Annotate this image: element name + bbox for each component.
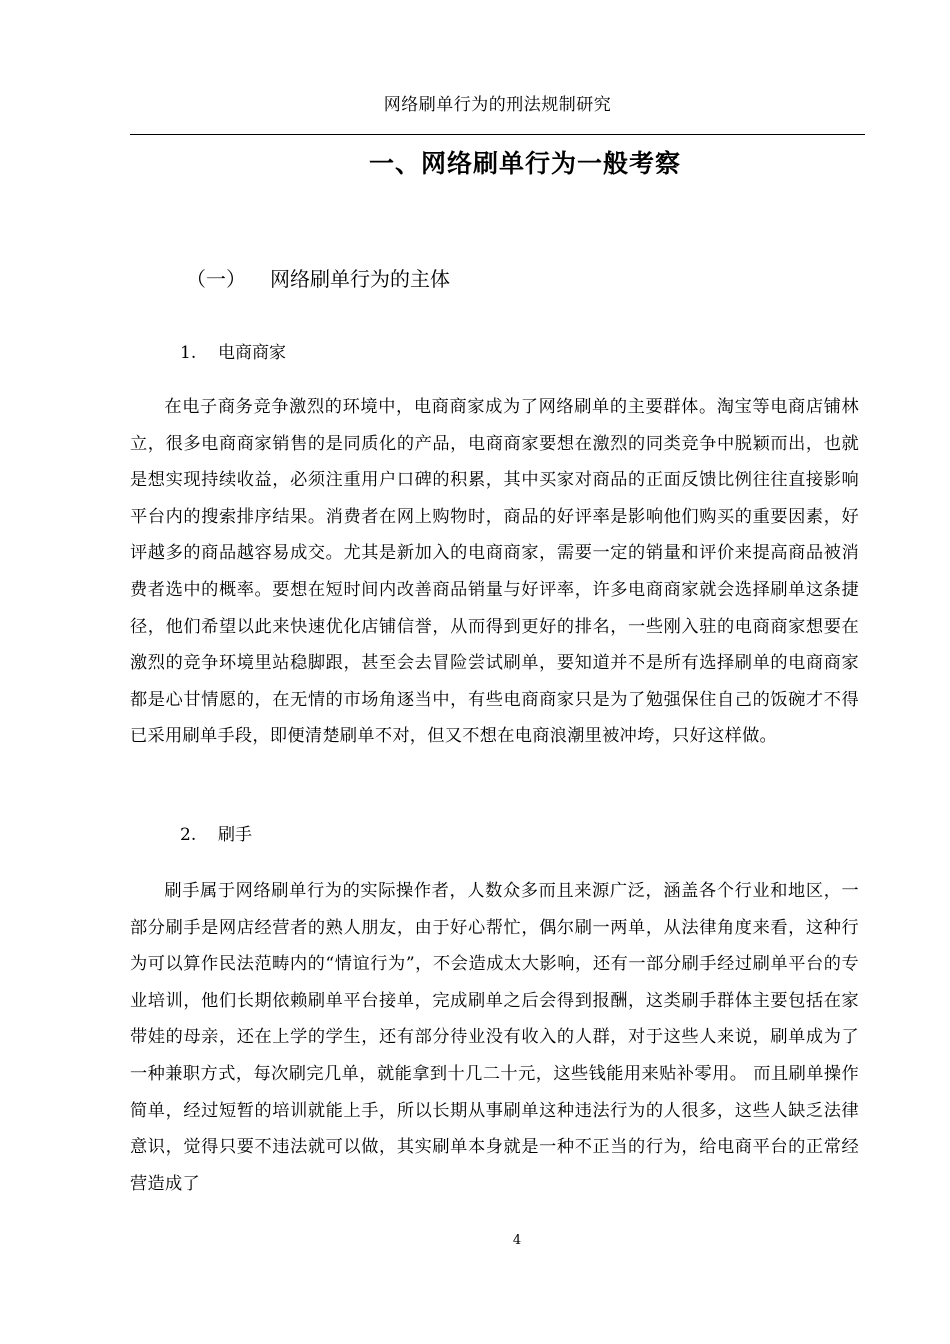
running-header: 网络刷单行为的刑法规制研究 — [383, 95, 612, 115]
subheading-merchants — [180, 340, 286, 366]
subheading-title: 电商商家 — [218, 343, 286, 363]
section-title: 网络刷单行为的主体 — [270, 267, 450, 291]
subheading-number: 2. — [180, 825, 197, 845]
chapter-title: 一、网络刷单行为一般考察 — [368, 149, 681, 178]
subheading-number: 1. — [180, 343, 197, 363]
section-heading — [186, 264, 450, 294]
paragraph-brushers: 刷手属于网络刷单行为的实际操作者，人数众多而且来源广泛，涵盖各个行业和地区，一部分刷手是网店经营者的熟人朋友，由于好心帮忙，偶尔刷一两单，从法律角度来看，这种行为可以算作民法范畴内的“情谊行为”，不会造成太大影响，还有一部分刷手经过刷单平台的专业培训，他们长期依赖刷单平台接单，完成刷单之后会得到报酬，这类刷手群体主要包括在家带娃的母亲，还在上学的学生，还有部分待业没有收入的人群，对于这些人来说，刷单成为了一种兼职方式，每次刷完几单，就能拿到十几二十元，这些钱能用来贴补零用。 而且刷单操作简单，经过短暂的培训就能上手，所以长期从事刷单这种违法行为的人很多，这些人缺乏法律意识，觉得只要不违法就可以做，其实刷单本身就是一种不正当的行为，给电商平台的正常经营造成了 — [130, 881, 859, 1194]
page-number: 4 — [512, 1233, 522, 1248]
subheading-brushers — [180, 822, 252, 848]
paragraph-merchants: 在电子商务竞争激烈的环境中，电商商家成为了网络刷单的主要群体。淘宝等电商店铺林立，很多电商商家销售的是同质化的产品，电商商家要想在激烈的同类竞争中脱颖而出，也就是想实现持续收益，必须注重用户口碑的积累，其中买家对商品的正面反馈比例往往直接影响平台内的搜索排序结果。消费者在网上购物时，商品的好评率是影响他们购买的重要因素，好评越多的商品越容易成交。尤其是新加入的电商商家，需要一定的销量和评价来提高商品被消费者选中的概率。要想在短时间内改善商品销量与好评率，许多电商商家就会选择刷单这条捷径，他们希望以此来快速优化店铺信誉，从而得到更好的排名，一些刚入驻的电商商家想要在激烈的竞争环境里站稳脚跟，甚至会去冒险尝试刷单，要知道并不是所有选择刷单的电商商家都是心甘情愿的，在无情的市场角逐当中，有些电商商家只是为了勉强保住自己的饭碗才不得已采用刷单手段，即便清楚刷单不对，但又不想在电商浪潮里被冲垮，只好这样做。 — [130, 397, 859, 747]
subheading-title: 刷手 — [218, 825, 252, 845]
section-number: （一） — [186, 267, 246, 291]
header-divider — [130, 134, 865, 135]
